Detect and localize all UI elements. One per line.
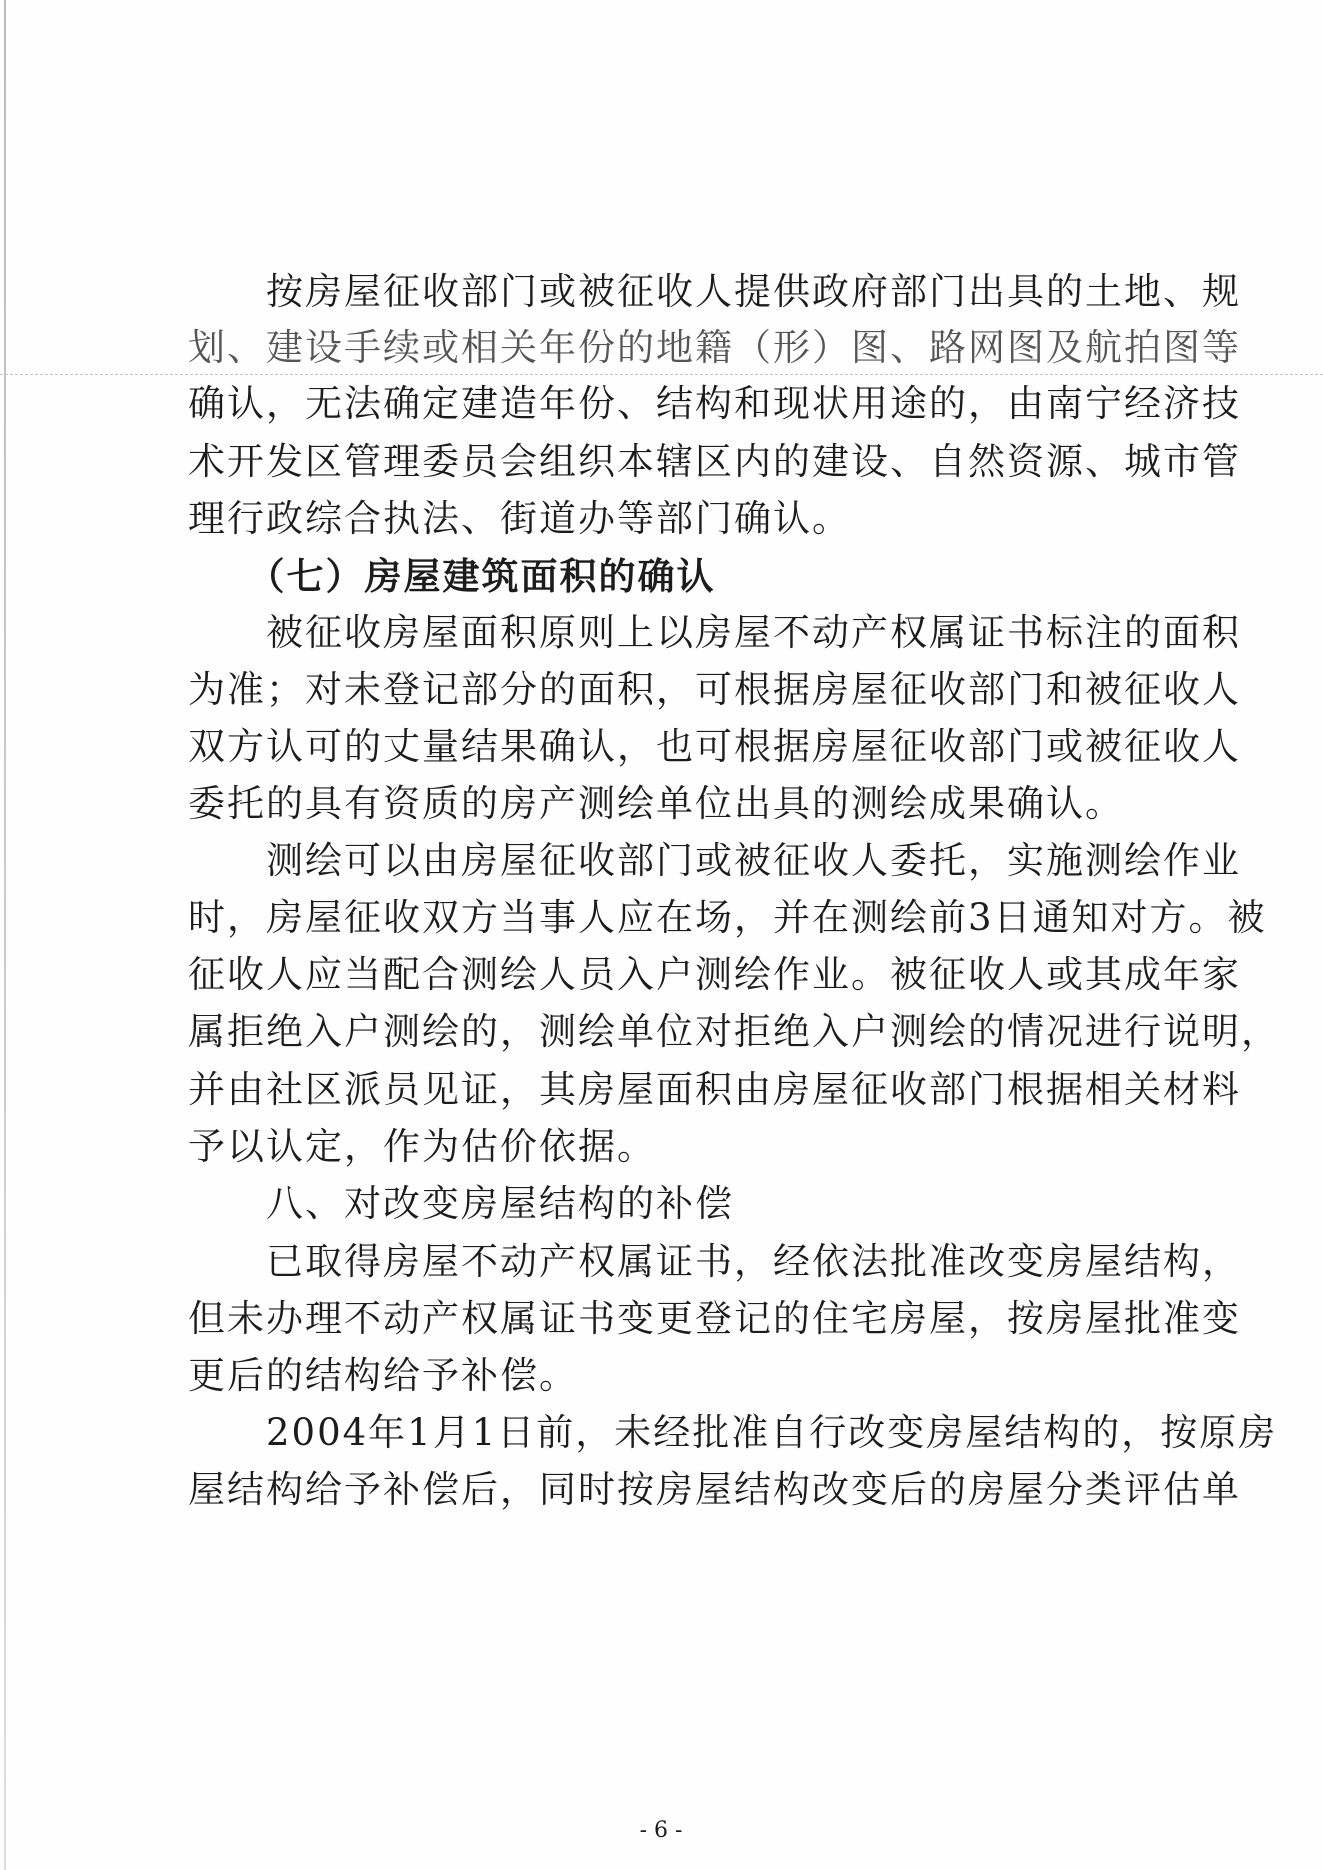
scan-left-edge bbox=[4, 0, 6, 1870]
text-line: 理行政综合执法、街道办等部门确认。 bbox=[188, 497, 851, 540]
text-line: 时，房屋征收双方当事人应在场，并在测绘前3日通知对方。被 bbox=[188, 896, 1267, 939]
text-line: 但未办理不动产权属证书变更登记的住宅房屋，按房屋批准变 bbox=[188, 1297, 1241, 1340]
text-line: 已取得房屋不动产权属证书，经依法批准改变房屋结构， bbox=[188, 1240, 1241, 1283]
text-line: 屋结构给予补偿后，同时按房屋结构改变后的房屋分类评估单 bbox=[188, 1468, 1241, 1511]
text-line: 按房屋征收部门或被征收人提供政府部门出具的土地、规 bbox=[188, 270, 1241, 313]
text-line: 委托的具有资质的房产测绘单位出具的测绘成果确认。 bbox=[188, 782, 1124, 825]
text-line: 划、建设手续或相关年份的地籍（形）图、路网图及航拍图等 bbox=[188, 326, 1241, 369]
text-line: 并由社区派员见证，其房屋面积由房屋征收部门根据相关材料 bbox=[188, 1068, 1241, 1111]
text-line: 测绘可以由房屋征收部门或被征收人委托，实施测绘作业 bbox=[188, 839, 1241, 882]
text-line: 征收人应当配合测绘人员入户测绘作业。被征收人或其成年家 bbox=[188, 953, 1241, 996]
text-line: 双方认可的丈量结果确认，也可根据房屋征收部门或被征收人 bbox=[188, 725, 1241, 768]
page-number: - 6 - bbox=[639, 1818, 683, 1843]
text-line: 更后的结构给予补偿。 bbox=[188, 1354, 578, 1397]
text-line: 被征收房屋面积原则上以房屋不动产权属证书标注的面积 bbox=[188, 611, 1241, 654]
text-line: 术开发区管理委员会组织本辖区内的建设、自然资源、城市管 bbox=[188, 440, 1241, 483]
text-line: 八、对改变房屋结构的补偿 bbox=[188, 1182, 734, 1225]
section-heading: （七）房屋建筑面积的确认 bbox=[188, 554, 716, 598]
scan-artifact-line bbox=[0, 374, 1323, 375]
text-line: 予以认定，作为估价依据。 bbox=[188, 1125, 656, 1168]
text-line: 确认，无法确定建造年份、结构和现状用途的，由南宁经济技 bbox=[188, 382, 1241, 425]
text-line: 为准；对未登记部分的面积，可根据房屋征收部门和被征收人 bbox=[188, 668, 1241, 711]
text-line: 2004年1月1日前，未经批准自行改变房屋结构的，按原房 bbox=[188, 1411, 1278, 1454]
text-line: 属拒绝入户测绘的，测绘单位对拒绝入户测绘的情况进行说明， bbox=[188, 1010, 1280, 1053]
